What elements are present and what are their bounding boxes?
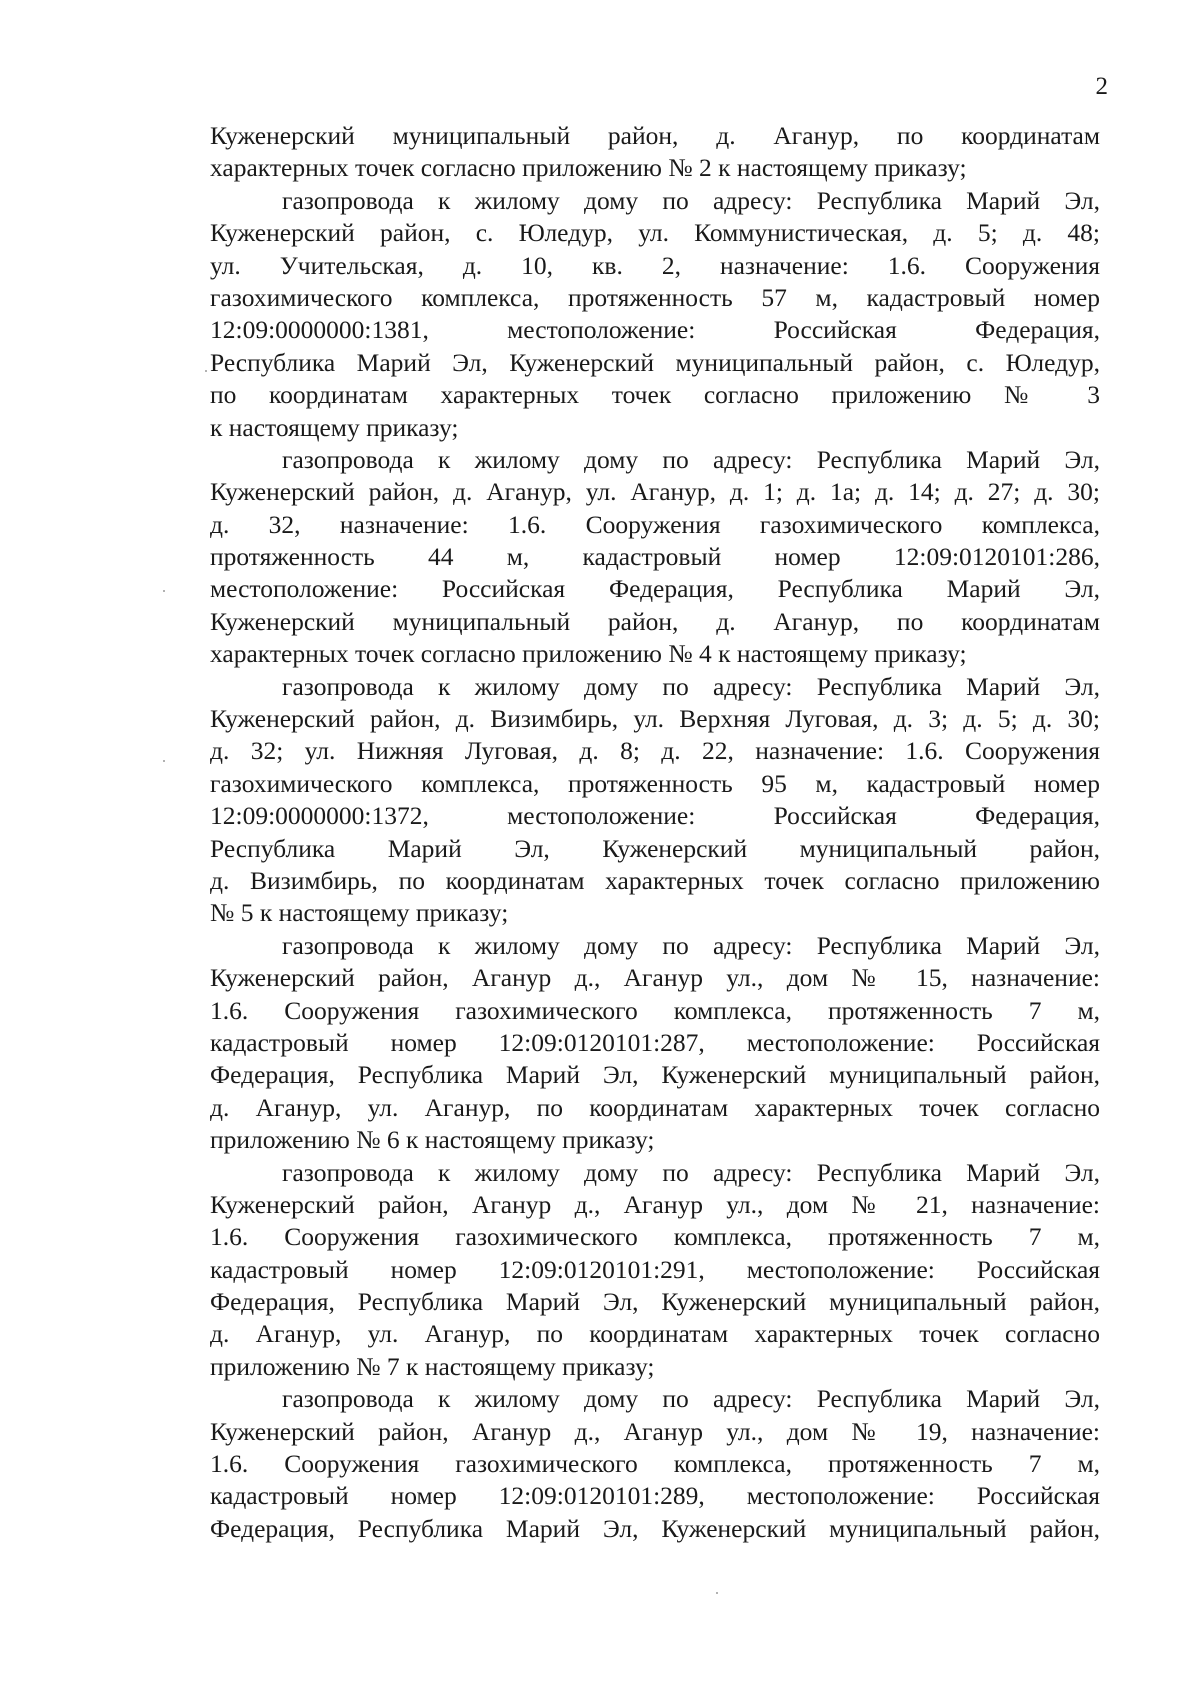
document-line: 1.6. Сооружения газохимического комплекса, протяженность 7 м, [210,1222,1100,1252]
scan-speck [163,760,165,762]
document-line: Республика Марий Эл, Куженерский муниципальный район, с. Юледур, [210,347,1100,377]
document-line: 12:09:0000000:1381, местоположение: Российская Федерация, [210,315,1100,345]
document-line: кадастровый номер 12:09:0120101:291, местоположение: Российская [210,1254,1100,1284]
scan-speck [163,590,165,592]
document-line: протяженность 44 м, кадастровый номер 12:09:0120101:286, [210,542,1100,572]
document-line: Федерация, Республика Марий Эл, Куженерский муниципальный район, [210,1060,1100,1090]
document-line: газопровода к жилому дому по адресу: Республика Марий Эл, [282,930,1100,960]
document-line: приложению № 7 к настоящему приказу; [210,1351,655,1381]
document-line: кадастровый номер 12:09:0120101:287, местоположение: Российская [210,1027,1100,1057]
document-line: д. 32; ул. Нижняя Луговая, д. 8; д. 22, назначение: 1.6. Сооружения [210,736,1100,766]
scan-speck [716,1592,718,1594]
document-line: 1.6. Сооружения газохимического комплекса, протяженность 7 м, [210,995,1100,1025]
document-line: Куженерский район, д. Аганур, ул. Аганур, д. 1; д. 1а; д. 14; д. 27; д. 30; [210,477,1100,507]
document-line: приложению № 6 к настоящему приказу; [210,1125,655,1155]
document-line: Куженерский район, Аганур д., Аганур ул., дом № 15, назначение: [210,963,1100,993]
document-line: к настоящему приказу; [210,412,459,442]
document-line: Куженерский район, Аганур д., Аганур ул., дом № 19, назначение: [210,1416,1100,1446]
document-line: д. Аганур, ул. Аганур, по координатам характерных точек согласно [210,1092,1100,1122]
document-line: характерных точек согласно приложению № 4 к настоящему приказу; [210,639,967,669]
document-line: местоположение: Российская Федерация, Республика Марий Эл, [210,574,1100,604]
document-line: Федерация, Республика Марий Эл, Куженерский муниципальный район, [210,1287,1100,1317]
document-body [210,120,1100,1545]
document-line: газопровода к жилому дому по адресу: Республика Марий Эл, [282,444,1100,474]
document-line: по координатам характерных точек согласно приложению № 3 [210,380,1100,410]
document-line: д. Визимбирь, по координатам характерных точек согласно приложению [210,865,1100,895]
document-line: ул. Учительская, д. 10, кв. 2, назначение: 1.6. Сооружения [210,250,1100,280]
document-line: 12:09:0000000:1372, местоположение: Российская Федерация, [210,801,1100,831]
document-line: газопровода к жилому дому по адресу: Республика Марий Эл, [282,1157,1100,1187]
document-line: Куженерский район, д. Визимбирь, ул. Верхняя Луговая, д. 3; д. 5; д. 30; [210,704,1100,734]
document-line: № 5 к настоящему приказу; [210,898,509,928]
scan-speck [205,370,207,372]
document-line: газохимического комплекса, протяженность 95 м, кадастровый номер [210,768,1100,798]
document-line: кадастровый номер 12:09:0120101:289, местоположение: Российская [210,1481,1100,1511]
document-line: газохимического комплекса, протяженность 57 м, кадастровый номер [210,282,1100,312]
document-line: Куженерский муниципальный район, д. Аганур, по координатам [210,606,1100,636]
document-line: газопровода к жилому дому по адресу: Республика Марий Эл, [282,671,1100,701]
document-line: Куженерский муниципальный район, д. Аганур, по координатам [210,121,1100,150]
document-line: д. Аганур, ул. Аганур, по координатам характерных точек согласно [210,1319,1100,1349]
document-line: Куженерский район, с. Юледур, ул. Коммунистическая, д. 5; д. 48; [210,218,1100,248]
document-line: Куженерский район, Аганур д., Аганур ул., дом № 21, назначение: [210,1189,1100,1219]
document-line: д. 32, назначение: 1.6. Сооружения газохимического комплекса, [210,509,1100,539]
document-line: Федерация, Республика Марий Эл, Куженерский муниципальный район, [210,1513,1100,1543]
document-line: Республика Марий Эл, Куженерский муниципальный район, [210,833,1100,863]
document-line: газопровода к жилому дому по адресу: Республика Марий Эл, [282,185,1100,215]
document-line: газопровода к жилому дому по адресу: Республика Марий Эл, [282,1384,1100,1414]
document-line: характерных точек согласно приложению № 2 к настоящему приказу; [210,153,967,183]
page-number: 2 [1095,73,1108,100]
document-line: 1.6. Сооружения газохимического комплекса, протяженность 7 м, [210,1449,1100,1479]
